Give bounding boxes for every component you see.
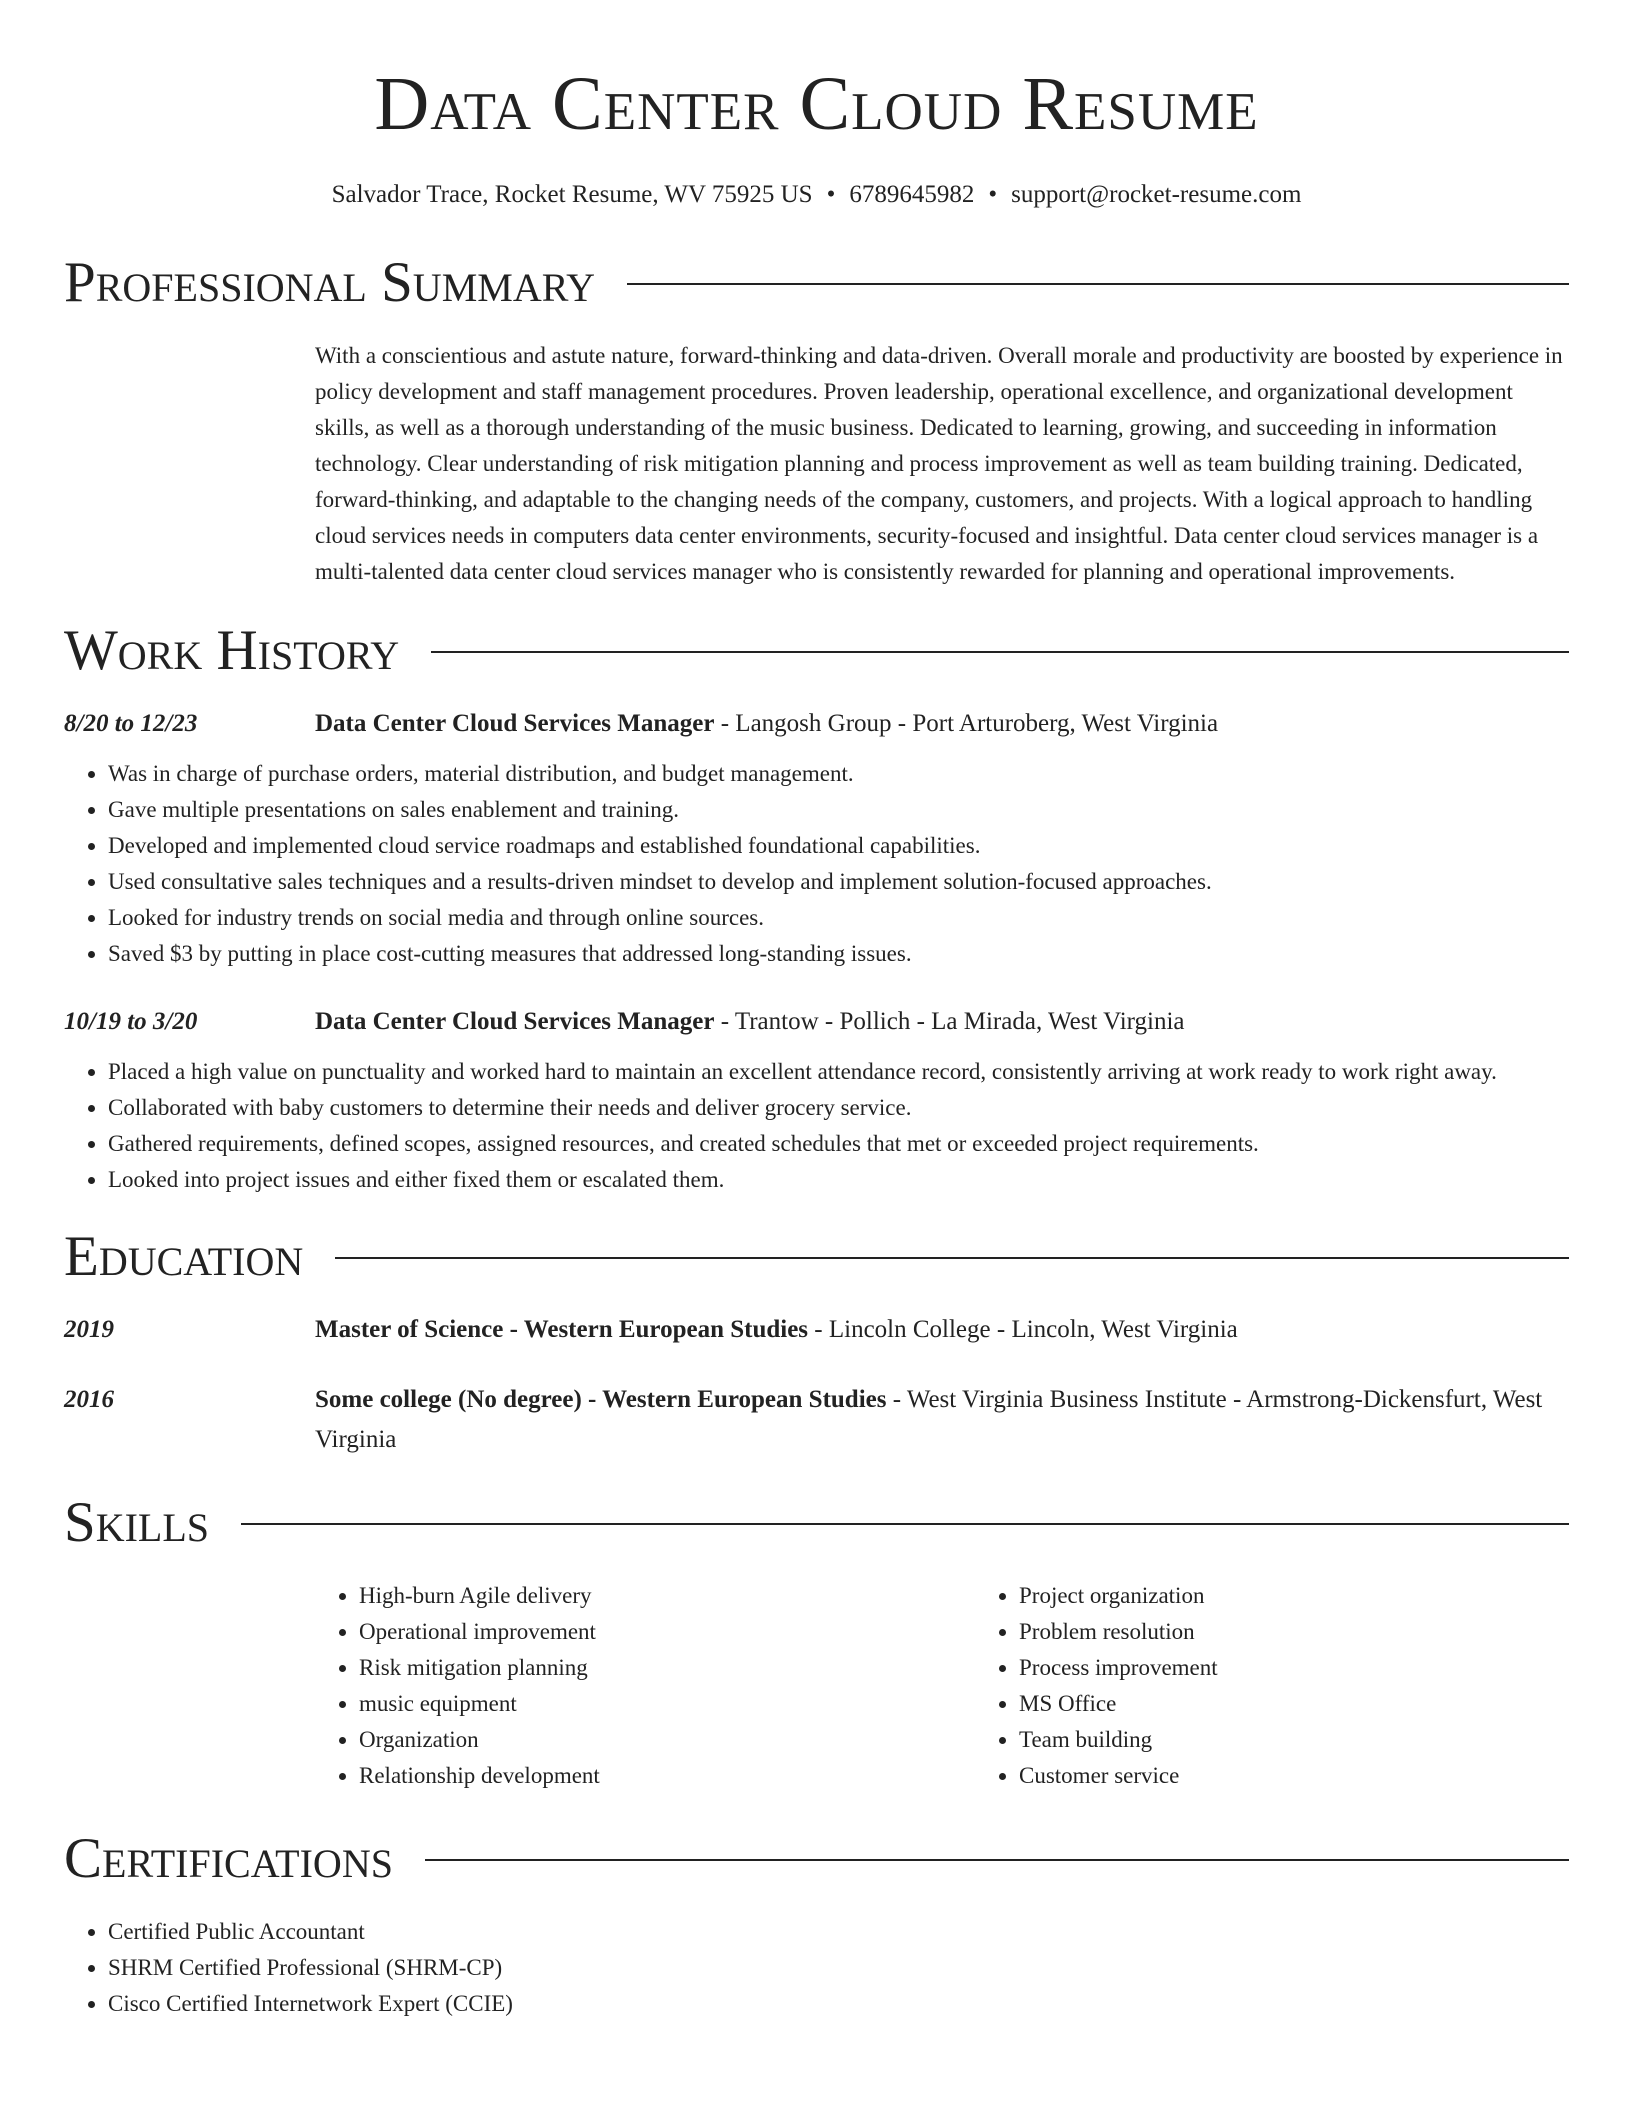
resume-title: Data Center Cloud Resume — [374, 62, 1259, 146]
section-divider — [627, 283, 1569, 285]
skill-item: • MS Office — [1019, 1686, 1632, 1722]
contact-email: support@rocket-resume.com — [1011, 181, 1302, 208]
education-entry — [64, 1380, 1569, 1460]
contact-separator: • — [826, 181, 836, 208]
job-header — [315, 1002, 1569, 1042]
job-entry — [64, 704, 1569, 972]
skills-column-right — [975, 1578, 1632, 1794]
job-bullet: • Gave multiple presentations on sales enablement and training. — [108, 792, 1569, 828]
certifications-section-header — [64, 1824, 1569, 1894]
job-details: - Trantow - Pollich - La Mirada, West Virginia — [714, 1008, 1185, 1035]
section-divider — [335, 1257, 1569, 1259]
education-section-header — [64, 1222, 1569, 1292]
contact-address: Salvador Trace, Rocket Resume, WV 75925 US — [331, 181, 813, 208]
section-divider — [425, 1859, 1569, 1861]
skills-heading: Skills — [64, 1491, 210, 1554]
job-bullet: • Gathered requirements, defined scopes, assigned resources, and created schedules that met or exceeded project requirements. — [108, 1126, 1569, 1162]
skill-item: • Relationship development — [359, 1758, 975, 1794]
job-bullet: • Placed a high value on punctuality and worked hard to maintain an excellent attendance record, consistently arriving at work ready to work right away. — [108, 1054, 1569, 1090]
skills-column-left — [315, 1578, 975, 1794]
education-year: 2016 — [64, 1386, 114, 1413]
certifications-heading: Certifications — [64, 1827, 393, 1890]
job-bullet: • Saved $3 by putting in place cost-cutting measures that addressed long-standing issues. — [108, 936, 1569, 972]
skill-item: • music equipment — [359, 1686, 975, 1722]
skill-item: • Team building — [1019, 1722, 1632, 1758]
certifications-list — [64, 1914, 1569, 2022]
job-bullet: • Collaborated with baby customers to determine their needs and deliver grocery service. — [108, 1090, 1569, 1126]
certification-item: • Certified Public Accountant — [108, 1914, 1569, 1950]
work-section-header — [64, 616, 1569, 686]
education-degree: Master of Science - Western European Studies — [315, 1316, 809, 1343]
education-year: 2019 — [64, 1316, 114, 1343]
job-bullet: • Looked into project issues and either fixed them or escalated them. — [108, 1162, 1569, 1198]
education-degree: Some college (No degree) - Western European Studies — [315, 1386, 887, 1413]
job-entry — [64, 1002, 1569, 1198]
job-title: Data Center Cloud Services Manager — [315, 710, 715, 737]
section-divider — [431, 651, 1569, 653]
skill-item: • Customer service — [1019, 1758, 1632, 1794]
education-heading: Education — [64, 1225, 304, 1288]
job-bullet: • Looked for industry trends on social media and through online sources. — [108, 900, 1569, 936]
job-dates: 8/20 to 12/23 — [64, 710, 198, 737]
contact-phone: 6789645982 — [849, 181, 975, 208]
skills-list — [315, 1578, 1569, 1794]
skill-item: • Operational improvement — [359, 1614, 975, 1650]
job-bullet: • Developed and implemented cloud service roadmaps and established foundational capabilities. — [108, 828, 1569, 864]
job-title: Data Center Cloud Services Manager — [315, 1008, 715, 1035]
contact-line — [64, 178, 1569, 212]
certification-item: • Cisco Certified Internetwork Expert (CCIE) — [108, 1986, 1569, 2022]
education-details: - West Virginia Business Institute - Armstrong-Dickensfurt, West Virginia — [315, 1386, 1543, 1453]
certification-item: • SHRM Certified Professional (SHRM-CP) — [108, 1950, 1569, 1986]
job-bullet: • Was in charge of purchase orders, material distribution, and budget management. — [108, 756, 1569, 792]
skill-item: • Problem resolution — [1019, 1614, 1632, 1650]
skill-item: • High-burn Agile delivery — [359, 1578, 975, 1614]
skill-item: • Process improvement — [1019, 1650, 1632, 1686]
job-bullet: • Used consultative sales techniques and a results-driven mindset to develop and implement solution-focused approaches. — [108, 864, 1569, 900]
contact-separator: • — [988, 181, 998, 208]
skill-item: • Project organization — [1019, 1578, 1632, 1614]
work-heading: Work History — [64, 619, 400, 682]
job-bullets — [64, 1054, 1569, 1198]
job-bullets — [64, 756, 1569, 972]
skills-section-header — [64, 1488, 1569, 1558]
skill-item: • Risk mitigation planning — [359, 1650, 975, 1686]
education-entry — [64, 1310, 1569, 1350]
summary-heading: Professional Summary — [64, 251, 596, 314]
job-header — [315, 704, 1569, 744]
job-dates: 10/19 to 3/20 — [64, 1008, 198, 1035]
skill-item: • Organization — [359, 1722, 975, 1758]
education-details: - Lincoln College - Lincoln, West Virginia — [808, 1316, 1238, 1343]
section-divider — [241, 1523, 1569, 1525]
summary-text: With a conscientious and astute nature, forward-thinking and data-driven. Overall morale and productivity are boosted by experience in policy development and staff management procedures. Proven leadership, operational excellence, and organizational development skills, as well as a thorough understanding of the music business. Dedicated to learning, growing, and succeeding in information technology. Clear understanding of risk mitigation planning and process improvement as well as team building training. Dedicated, forward-thinking, and adaptable to the changing needs of the company, customers, and projects. With a logical approach to handling cloud services needs in computers data center environments, security-focused and insightful. Data center cloud services manager is a multi-talented data center cloud services manager who is consistently rewarded for planning and operational improvements. — [315, 343, 1563, 584]
job-details: - Langosh Group - Port Arturoberg, West Virginia — [714, 710, 1219, 737]
summary-section-header — [64, 248, 1569, 318]
